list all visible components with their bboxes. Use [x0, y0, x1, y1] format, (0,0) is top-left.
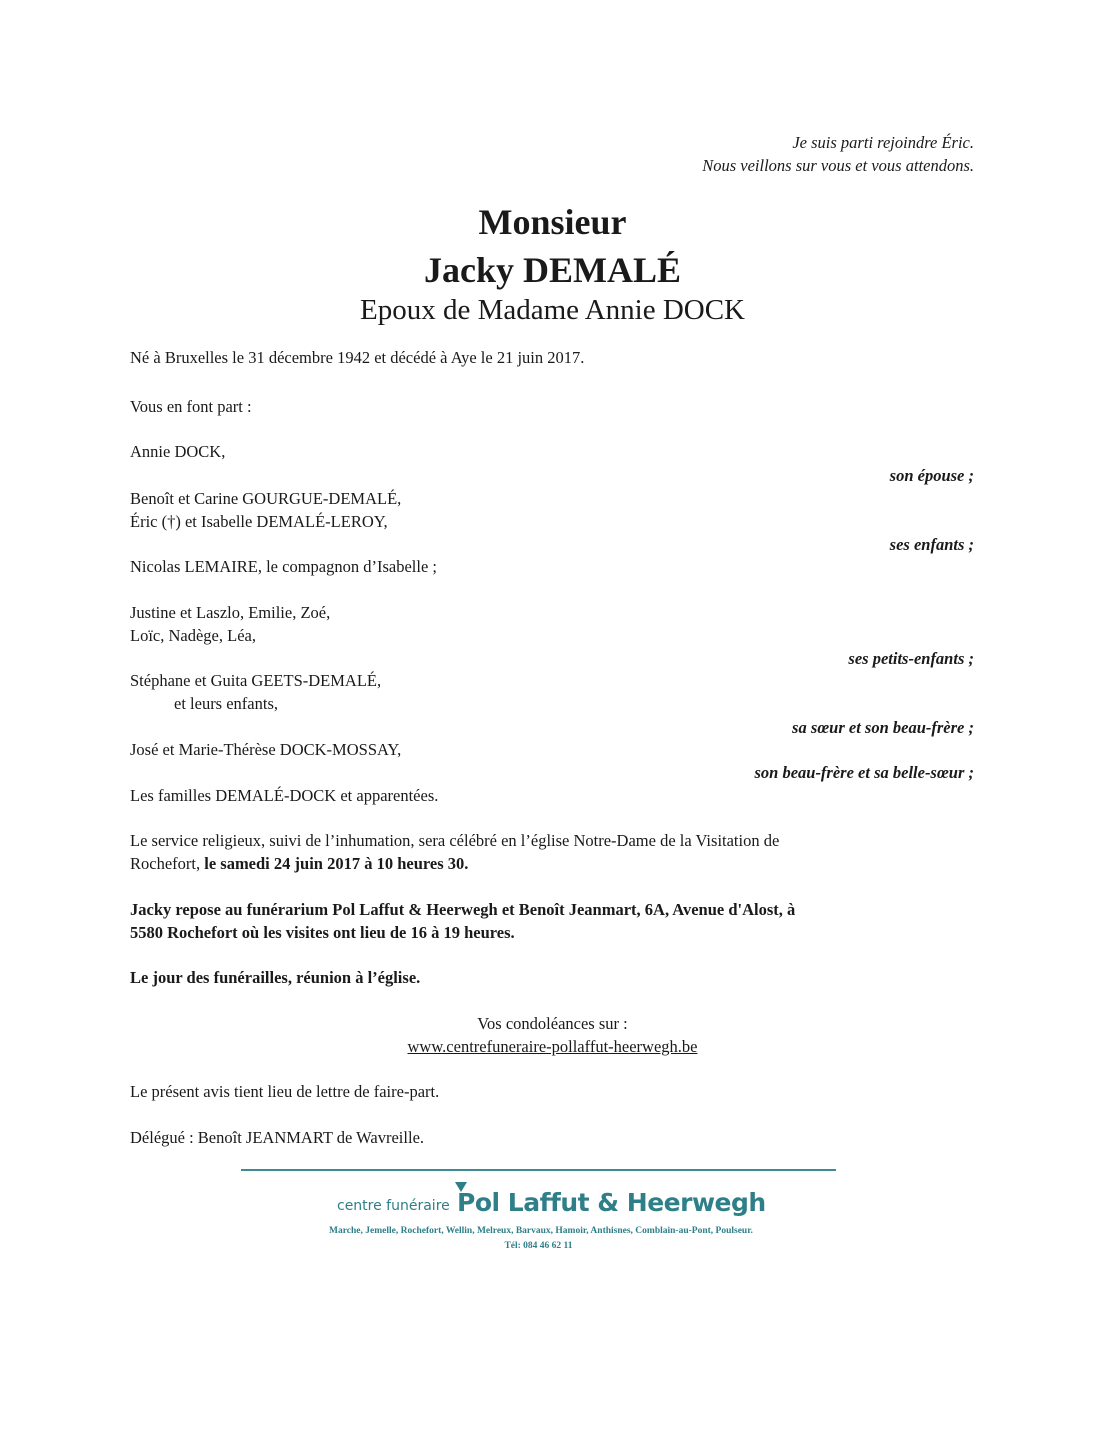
families-line: Les familles DEMALÉ-DOCK et apparentées.: [130, 786, 439, 805]
spouse-line: Epoux de Madame Annie DOCK: [360, 294, 745, 326]
deceased-name: Jacky DEMALÉ: [423, 250, 681, 290]
family-member-sister: Stéphane et Guita GEETS-DEMALÉ,: [130, 671, 382, 690]
family-member-companion: Nicolas LEMAIRE, le compagnon d’Isabelle ;: [130, 557, 437, 576]
website-link[interactable]: www.centrefuneraire-pollaffut-heerwegh.be: [407, 1037, 698, 1056]
relation-label-children: ses enfants ;: [889, 535, 974, 554]
family-member-grandchildren-2: Loïc, Nadège, Léa,: [130, 626, 256, 645]
logo-small-text: centre funéraire: [337, 1198, 450, 1214]
relation-label-spouse: son épouse ;: [889, 466, 974, 485]
notice-line: Le présent avis tient lieu de lettre de faire-part.: [130, 1082, 440, 1101]
service-line-1: Le service religieux, suivi de l’inhumation, sera célébré en l’église Notre-Dame de la Visitation de: [130, 831, 780, 850]
epigraph-line-2: Nous veillons sur vous et vous attendons.: [702, 156, 974, 175]
funeral-day-line: Le jour des funérailles, réunion à l’église.: [130, 968, 421, 987]
epigraph-line-1: Je suis parti rejoindre Éric.: [792, 133, 974, 152]
delegate-line: Délégué : Benoît JEANMART de Wavreille.: [130, 1128, 425, 1147]
logo-phone: Tél: 084 46 62 11: [504, 1241, 573, 1251]
family-member-child-2: Éric (†) et Isabelle DEMALÉ-LEROY,: [130, 512, 388, 531]
repose-line-2: 5580 Rochefort où les visites ont lieu de 16 à 19 heures.: [130, 923, 515, 942]
service-place: Rochefort,: [130, 854, 205, 873]
birth-death-line: Né à Bruxelles le 31 décembre 1942 et décédé à Aye le 21 juin 2017.: [130, 348, 585, 367]
service-date: le samedi 24 juin 2017 à 10 heures 30.: [204, 854, 469, 873]
relation-label-sister: sa sœur et son beau-frère ;: [792, 718, 974, 737]
epigraph: [702, 131, 974, 177]
repose-line-1: Jacky repose au funérarium Pol Laffut & Heerwegh et Benoît Jeanmart, 6A, Avenue d'Alost, à: [130, 900, 796, 919]
family-member-child-1: Benoît et Carine GOURGUE-DEMALÉ,: [130, 489, 402, 508]
logo-divider: [241, 1169, 836, 1171]
logo-towns: Marche, Jemelle, Rochefort, Wellin, Melreux, Barvaux, Hamoir, Anthisnes, Comblain-au-Pont, Poulseur.: [329, 1226, 753, 1236]
funeral-home-logo: [241, 1178, 836, 1268]
relation-label-brother-in-law: son beau-frère et sa belle-sœur ;: [754, 763, 974, 782]
website-row: [0, 1035, 1105, 1058]
honorific: Monsieur: [478, 202, 627, 242]
logo-brand-name: Pol Laffut & Heerwegh: [457, 1188, 766, 1217]
family-member-spouse: Annie DOCK,: [130, 442, 226, 461]
service-line-2: [130, 852, 468, 875]
family-member-grandchildren-1: Justine et Laszlo, Emilie, Zoé,: [130, 603, 331, 622]
family-member-brother-in-law: José et Marie-Thérèse DOCK-MOSSAY,: [130, 740, 402, 759]
relation-label-grandchildren: ses petits-enfants ;: [848, 649, 974, 668]
condolences-label: Vos condoléances sur :: [477, 1014, 628, 1033]
family-member-sister-children: et leurs enfants,: [174, 694, 279, 713]
intro-line: Vous en font part :: [130, 397, 252, 416]
